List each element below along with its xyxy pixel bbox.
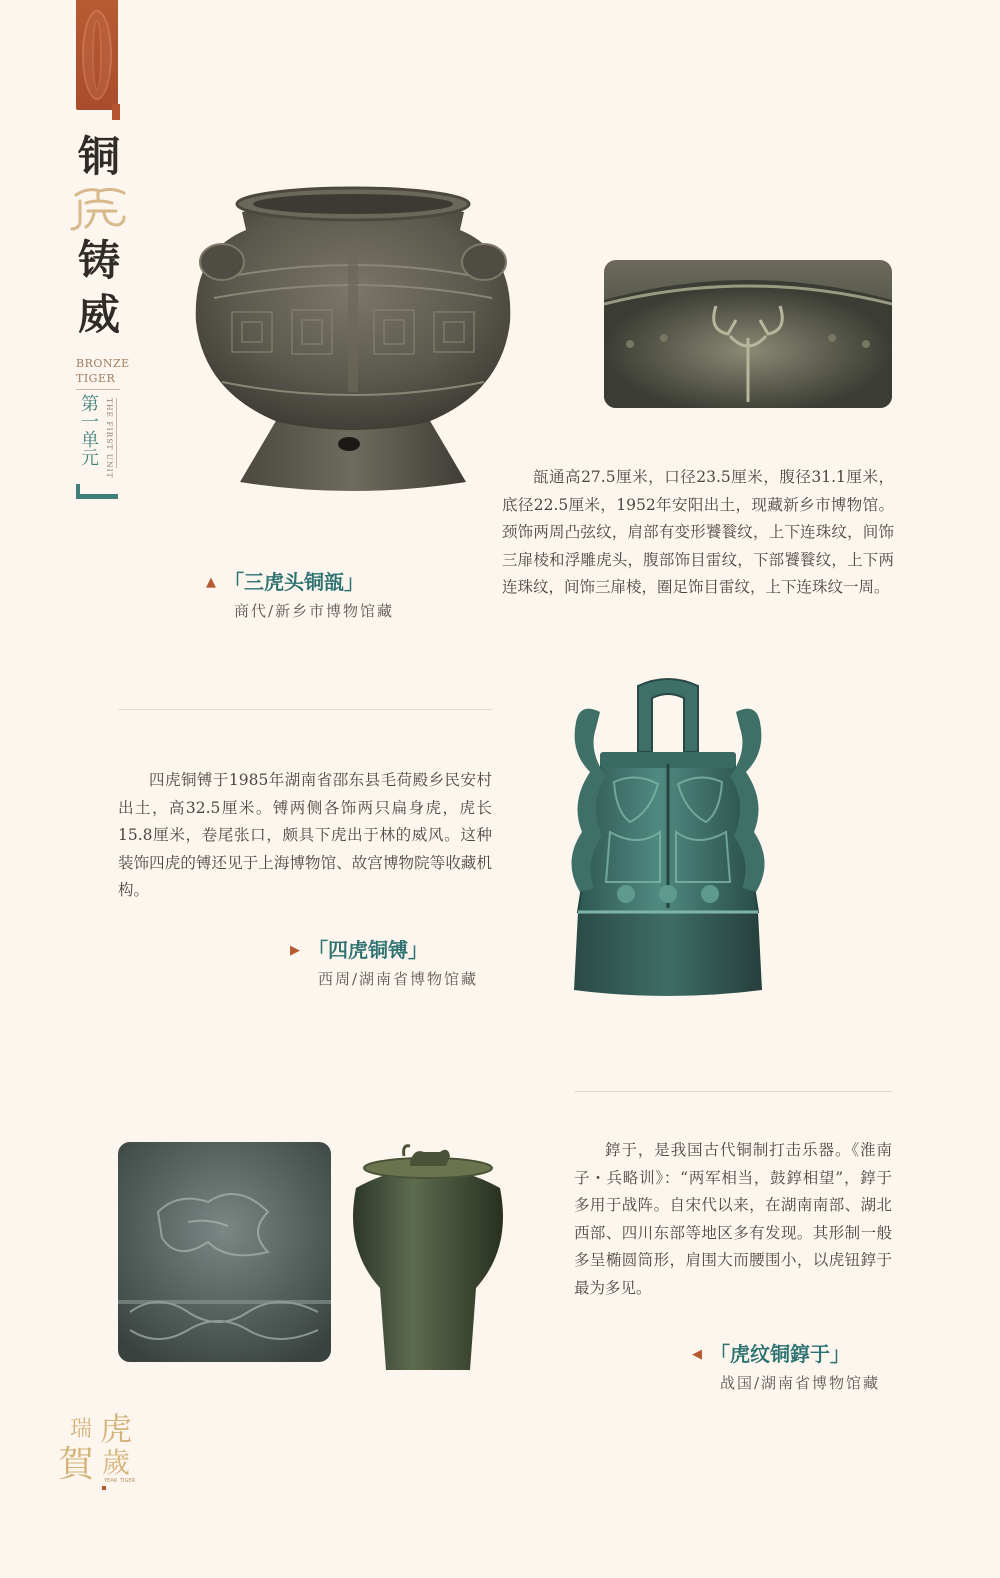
triangle-up-icon: ▲ <box>206 575 216 590</box>
bo-description: 四虎铜镈于1985年湖南省邵东县毛荷殿乡民安村出土，高32.5厘米。镈两侧各饰两只扁身虎，虎长15.8厘米，卷尾张口，颇具下虎出于林的威风。这种装饰四虎的镈还见于上海博物馆、故宫博物院等收藏机构。 <box>118 771 492 899</box>
bo-subtitle: 西周/湖南省博物馆藏 <box>318 970 479 988</box>
logo-en-2: TIGER <box>120 1478 136 1484</box>
triangle-left-icon: ◀ <box>692 1347 702 1362</box>
title-tiger-seal <box>68 183 130 237</box>
artifact-detail-image-pou <box>604 260 892 408</box>
english-title-line2: TIGER <box>76 372 116 385</box>
unit-label-rule <box>116 398 117 468</box>
pou-title: 「三虎头铜瓿」 <box>224 570 364 594</box>
chunyu-subtitle: 战国/湖南省博物馆藏 <box>720 1374 881 1392</box>
chunyu-title: 「虎纹铜錞于」 <box>710 1342 850 1366</box>
logo-char-3: 賀 <box>58 1444 95 1485</box>
triangle-right-icon: ▶ <box>290 943 300 958</box>
unit-label-cn: 第一单元 <box>78 394 99 466</box>
section-divider-2 <box>574 1091 892 1092</box>
logo-char-1: 瑞 <box>70 1417 93 1442</box>
header-ornament-tick <box>112 104 120 120</box>
artifact-image-chunyu <box>344 1138 512 1372</box>
bo-title-row <box>290 934 428 963</box>
header-ornament-bar <box>76 0 118 110</box>
pou-description: 瓿通高27.5厘米，口径23.5厘米，腹径31.1厘米，底径22.5厘米，1952年安阳出土，现藏新乡市博物馆。颈饰两周凸弦纹，肩部有变形饕餮纹，上下连珠纹，间饰三扉棱和浮雕虎头，腹部饰目雷纹，下部饕餮纹，上下两连珠纹，间饰三扉棱，圈足饰目雷纹，上下连珠纹一周。 <box>502 468 894 596</box>
title-char-4: 威 <box>77 290 120 339</box>
header-bottom-bar <box>76 494 118 499</box>
bo-title: 「四虎铜镈」 <box>308 938 428 962</box>
logo-char-4: 歲 <box>102 1446 131 1479</box>
logo-en-1: YEAR <box>104 1478 118 1484</box>
logo-char-2: 虎 <box>100 1410 133 1448</box>
pou-title-row <box>206 566 364 595</box>
section-divider-1 <box>118 709 492 710</box>
title-char-3: 铸 <box>77 236 120 285</box>
title-char-1: 铜 <box>77 132 120 181</box>
chunyu-description: 錞于，是我国古代铜制打击乐器。《淮南子・兵略训》：“两军相当，鼓錞相望”，錞于多用于战阵。自宋代以来，在湖南南部、湖北西部、四川东部等地区多有发现。其形制一般多呈椭圆筒形，肩围大而腰围小，以虎钮錞于最为多见。 <box>574 1141 892 1297</box>
english-title-line1: BRONZE <box>76 357 130 370</box>
year-of-tiger-logo <box>56 1410 146 1492</box>
chunyu-title-row <box>692 1338 850 1367</box>
unit-label-en: THE FIRST UNIT <box>105 398 114 479</box>
artifact-image-pou <box>192 182 514 498</box>
english-title <box>76 356 130 386</box>
artifact-image-bo-bell <box>540 672 796 1002</box>
artifact-detail-image-chunyu <box>118 1142 331 1362</box>
svg-text:虎: 虎 <box>84 190 114 225</box>
english-title-rule <box>76 389 120 390</box>
pou-subtitle: 商代/新乡市博物馆藏 <box>234 602 395 620</box>
